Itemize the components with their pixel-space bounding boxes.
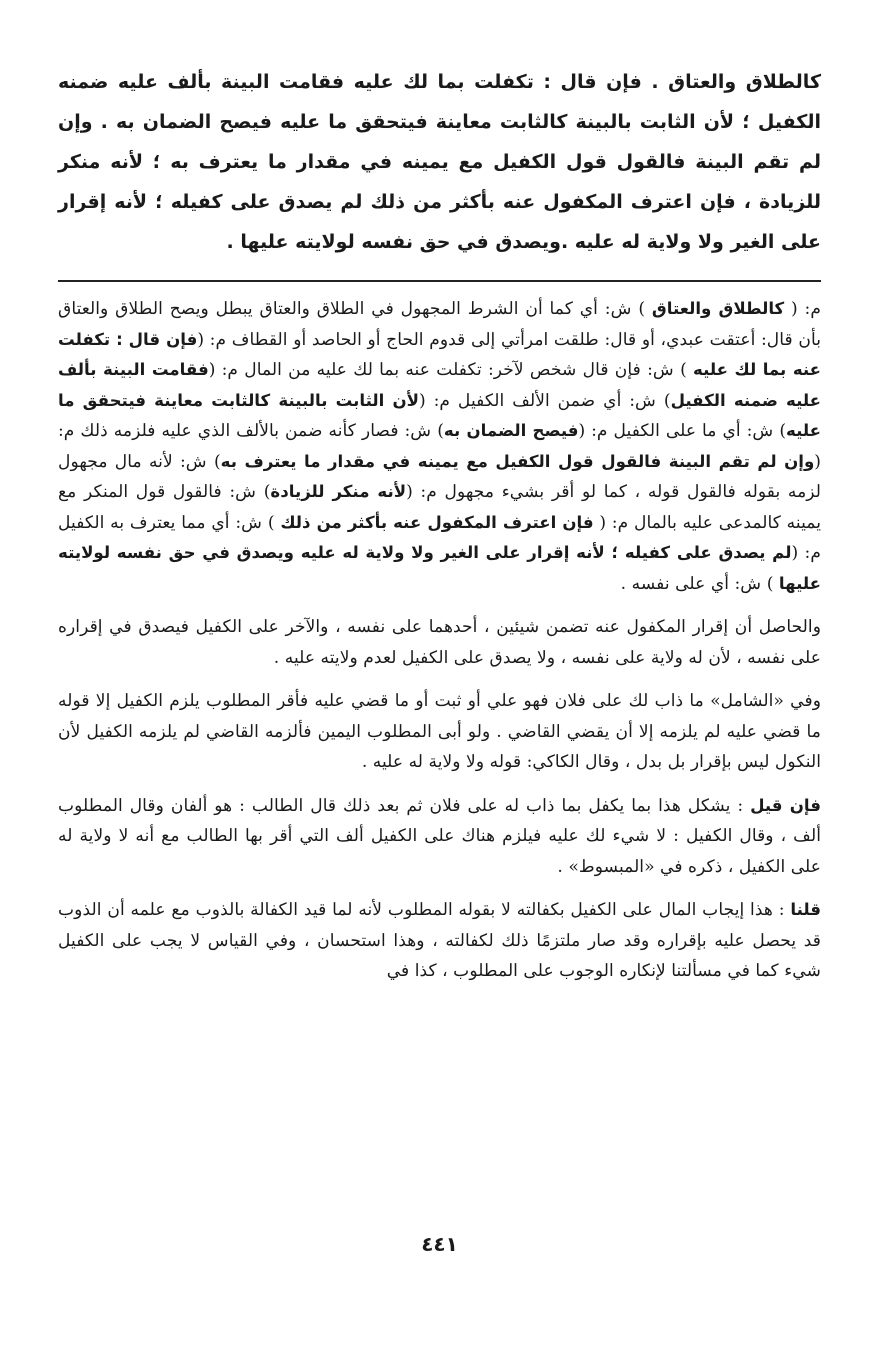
commentary-segment: ) ش: أي ضمن الألف الكفيل م: ( [419, 390, 671, 411]
commentary-segment: ) ش: فإن قال شخص لآخر: تكفلت عنه بما لك عليه من المال م: ( [208, 360, 694, 380]
commentary-segment: م: ( [784, 299, 821, 319]
commentary-paragraph-3: وفي «الشامل» ما ذاب لك على فلان فهو علي أو ثبت أو ما قضي عليه فأقر المطلوب يلزم الكفيل إلا قوله ما قضي عليه لم يلزمه إلا أن يقضي القاضي . ولو أبى المطلوب اليمين فألزمه القاضي لم يلزمه الكفيل لأن النكول ليس بإقرار بل بدل ، وقال الكاكي: قوله ولا ولاية له عليه . [58, 691, 821, 772]
commentary-segment: ) ش: أي على نفسه . [620, 573, 779, 594]
commentary-paragraph-1 [58, 294, 821, 599]
quoted-matn-segment: فإن اعترف المكفول عنه بأكثر من ذلك [280, 512, 594, 532]
commentary-segment: ) ش: فالقول قول المنكر مع يمينه كالمدعى عليه بالمال م: ( [58, 482, 821, 533]
answer-text: : هذا إيجاب المال على الكفيل بكفالته لا بقوله المطلوب لأنه لما قيد الكفالة بالذوب مع علمه أن الذوب قد يحصل عليه بإقراره وقد صار ملتزمًا ذلك لكفالته ، وهذا استحسان ، وفي القياس لا يجب على الكفيل شيء كما في مسألتنا لإنكاره الوجوب على المطلوب ، كذا في [58, 900, 821, 981]
divider [58, 280, 821, 282]
commentary-segment: ) ش: لأنه مال مجهول لزمه بقوله فالقول قوله ، كما لو أقر بشيء مجهول م: ( [58, 451, 821, 502]
commentary-paragraph-5 [58, 895, 821, 987]
quoted-matn-segment: وإن لم تقم البينة فالقول قول الكفيل مع يمينه في مقدار ما يعترف به [220, 451, 815, 471]
question-text: : يشكل هذا بما يكفل بما ذاب له على فلان ثم بعد ذلك قال الطالب : هو ألفان وقال المطلوب ألف ، وقال الكفيل : لا شيء لك عليه فيلزم هناك على الكفيل ألف التي أقر بها الطالب مع أنه لا ولاية له على الكفيل ، ذكره في «المبسوط» . [58, 795, 821, 877]
commentary-segment: ) ش: أي ما على الكفيل م: ( [578, 421, 787, 441]
book-page [58, 62, 821, 1352]
answer-label: قلنا [790, 900, 821, 919]
quoted-matn-segment: فيصح الضمان به [443, 421, 579, 440]
commentary-paragraph-2: والحاصل أن إقرار المكفول عنه تضمن شيئين ، أحدهما على نفسه ، والآخر على الكفيل فيصدق في إقراره على نفسه ، لأن له ولاية على نفسه ، ولا يصدق على الكفيل لعدم ولايته عليه . [58, 617, 821, 668]
quoted-matn-segment: لأنه منكر للزيادة [270, 482, 407, 501]
question-label: فإن قيل [750, 795, 821, 815]
quoted-matn-segment: لأن الثابت بالبينة كالثابت معاينة فيتحقق ما عليه [58, 390, 821, 440]
quoted-matn-segment: كالطلاق والعتاق [651, 299, 785, 318]
commentary [58, 294, 821, 987]
commentary-segment: ) ش: أي كما أن الشرط المجهول في الطلاق والعتاق يبطل ويصح الطلاق والعتاق بأن قال: أعتقت عبدي، أو قال: طلقت امرأتي إلى قدوم الحاج أو الحاصد أو القطاف م: ( [58, 299, 821, 350]
quoted-matn-segment: لم يصدق على كفيله ؛ لأنه إقرار على الغير ولا ولاية له عليه ويصدق في حق نفسه لولايته عليها [58, 543, 821, 593]
commentary-segment: ) ش: فصار كأنه ضمن بالألف الذي عليه فلزمه ذلك م: ( [58, 421, 821, 472]
main-text: كالطلاق والعتاق . فإن قال : تكفلت بما لك عليه فقامت البينة بألف عليه ضمنه الكفيل ؛ لأن الثابت بالبينة كالثابت معاينة فيتحقق ما عليه فيصح الضمان به . وإن لم تقم البينة فالقول قول الكفيل مع يمينه في مقدار ما يعترف به ؛ لأنه منكر للزيادة ، فإن اعترف المكفول عنه بأكثر من ذلك لم يصدق على كفيله ؛ لأنه إقرار على الغير ولا ولاية له عليه .ويصدق في حق نفسه لولايته عليها . [58, 71, 821, 253]
page-number: ٤٤١ [421, 1232, 458, 1256]
quoted-matn-segment: فقامت البينة بألف عليه ضمنه الكفيل [58, 360, 821, 410]
quoted-matn-segment: فإن قال : تكفلت عنه بما لك عليه [58, 329, 821, 379]
commentary-segment: ) ش: أي مما يعترف به الكفيل م: ( [58, 512, 821, 563]
commentary-paragraph-4 [58, 791, 821, 883]
